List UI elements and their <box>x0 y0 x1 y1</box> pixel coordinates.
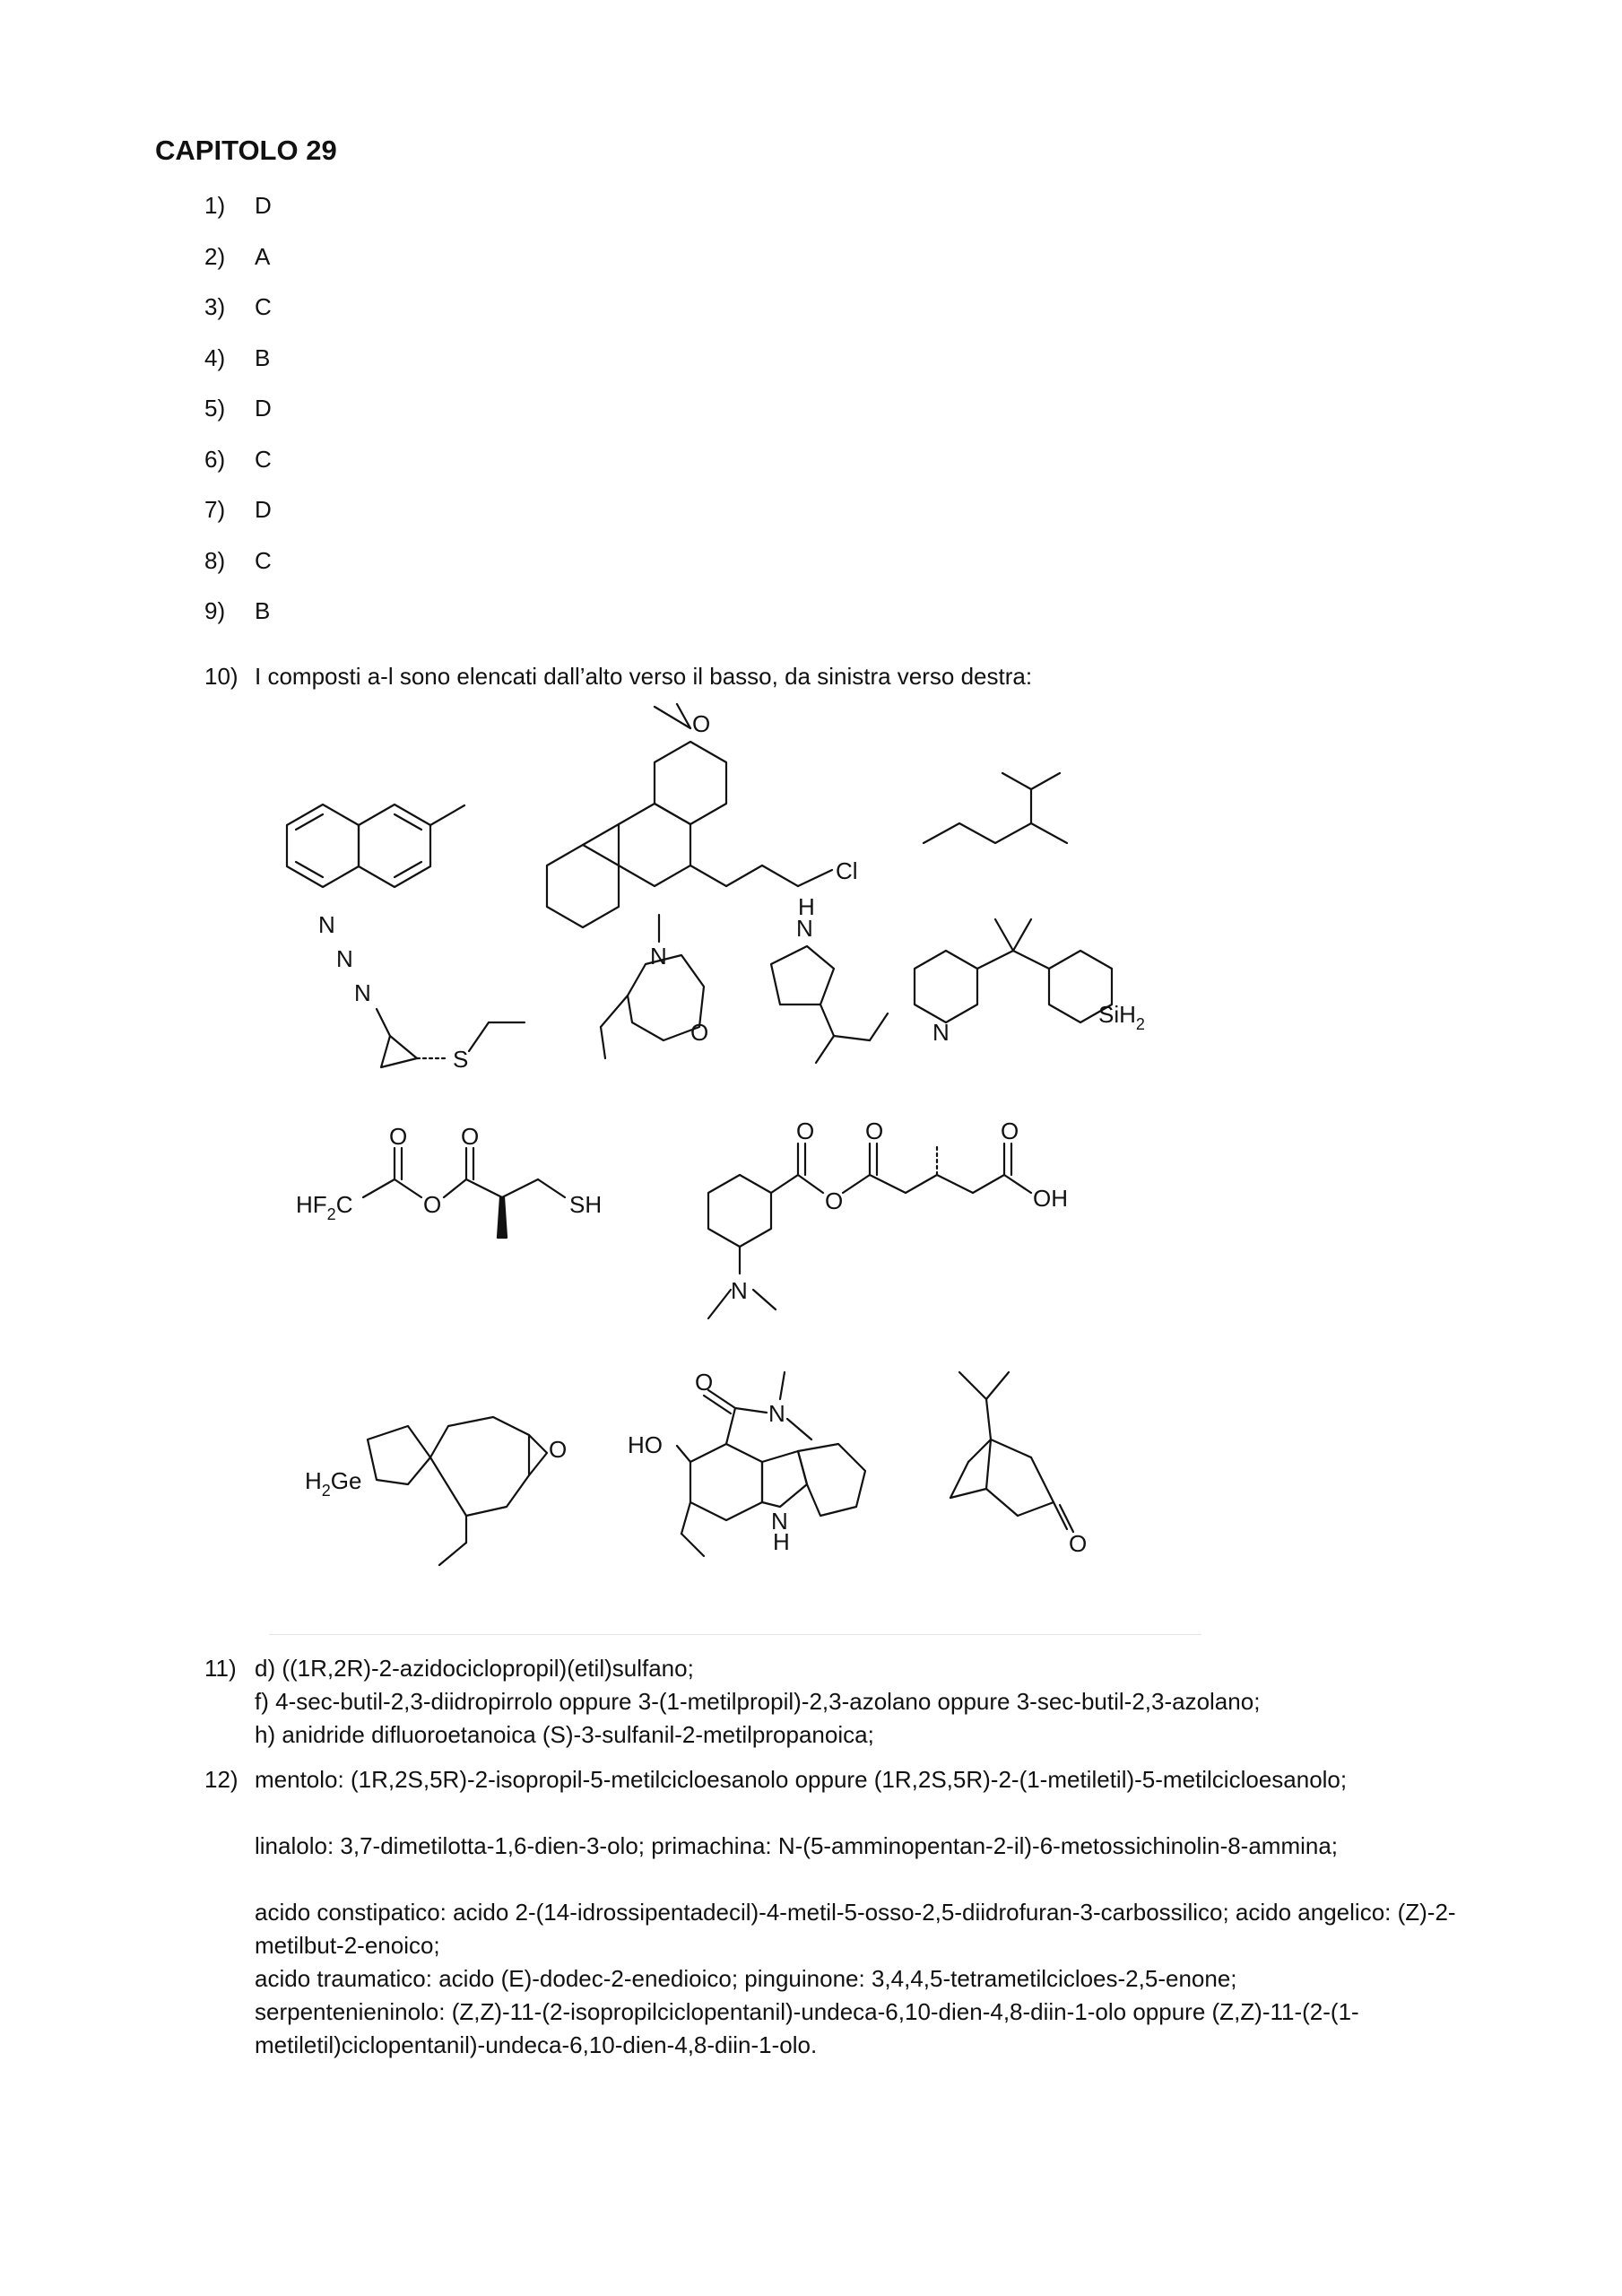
n-label: N <box>771 1508 788 1535</box>
list-item <box>204 293 272 344</box>
n-label: N <box>336 945 353 972</box>
question-body <box>255 1652 1492 1752</box>
structure-h <box>296 1123 602 1238</box>
question-11 <box>204 1652 1492 1752</box>
item-answer: B <box>255 597 271 624</box>
item-answer: A <box>255 242 271 270</box>
n-label: N <box>932 1019 950 1046</box>
item-number: 2) <box>204 242 226 270</box>
n-label: N <box>731 1277 748 1304</box>
h-label: H <box>798 893 815 920</box>
structure-d <box>318 911 525 1073</box>
structures-figure <box>269 691 1219 1632</box>
question-10 <box>204 660 1492 693</box>
oxygen-label: O <box>695 1369 714 1396</box>
structure-f <box>771 893 888 1063</box>
paragraph: serpentenieninolo: (Z,Z)-11-(2-isopropilciclopentanil)-undeca-6,10-dien-4,8-diin-1-olo oppure (Z,Z)-11-(2-(1-metiletil)ciclopentanil)-undeca-6,10-dien-4,8-diin-1-olo. <box>255 1998 1359 2058</box>
list-item <box>204 395 272 446</box>
oxygen-label: O <box>1069 1530 1088 1557</box>
answer-list <box>204 192 272 648</box>
item-answer: C <box>255 445 272 473</box>
chapter-heading: CAPITOLO 29 <box>155 135 337 166</box>
hydroxyl-label: OH <box>1033 1185 1068 1212</box>
n-label: N <box>318 911 335 938</box>
item-answer: D <box>255 192 272 219</box>
hydroxyl-label: HO <box>628 1431 663 1458</box>
item-number: 9) <box>204 597 226 624</box>
question-number: 10) <box>204 663 239 690</box>
paragraph: acido constipatico: acido 2-(14-idrossipentadecil)-4-metil-5-osso-2,5-diidrofuran-3-carbossilico; acido angelico: (Z)-2-metilbut-2-enoico; <box>255 1899 1456 1959</box>
n-label: N <box>650 943 667 970</box>
list-item <box>204 597 272 648</box>
item-number: 4) <box>204 344 226 371</box>
item-number: 7) <box>204 496 226 523</box>
oxygen-label: O <box>1001 1118 1019 1144</box>
oxygen-label: O <box>389 1123 408 1150</box>
answer-line: f) 4-sec-butil-2,3-diidropirrolo oppure 3-(1-metilpropil)-2,3-azolano oppure 3-sec-butil-2,3-azolano; <box>255 1688 1261 1715</box>
answer-line: d) ((1R,2R)-2-azidociclopropil)(etil)sulfano; <box>255 1655 694 1682</box>
h-label: H <box>773 1528 790 1555</box>
list-item <box>204 243 272 294</box>
answer-line: h) anidride difluoroetanoica (S)-3-sulfanil-2-metilpropanoica; <box>255 1721 874 1748</box>
n-label: N <box>768 1400 785 1427</box>
divider <box>269 1634 1201 1635</box>
item-number: 3) <box>204 293 226 320</box>
sulfur-label: S <box>453 1046 469 1073</box>
oxygen-label: O <box>549 1436 568 1463</box>
chlorine-label: Cl <box>836 857 858 884</box>
item-number: 8) <box>204 546 226 574</box>
structure-g <box>915 919 1145 1046</box>
item-number: 6) <box>204 445 226 473</box>
oxygen-label: O <box>692 710 711 737</box>
oxygen-label: O <box>690 1019 709 1046</box>
n-label: N <box>354 979 371 1006</box>
list-item <box>204 446 272 497</box>
item-answer: C <box>255 546 272 574</box>
question-number: 11) <box>204 1655 237 1682</box>
n-label: N <box>796 915 813 942</box>
list-item <box>204 496 272 547</box>
list-item <box>204 547 272 598</box>
structure-a <box>287 804 464 887</box>
list-item <box>204 344 272 396</box>
structure-j <box>305 1417 567 1565</box>
question-body <box>255 1763 1492 2062</box>
oxygen-label: O <box>865 1118 884 1144</box>
paragraph: mentolo: (1R,2S,5R)-2-isopropil-5-metilcicloesanolo oppure (1R,2S,5R)-2-(1-metiletil)-5-metilcicloesanolo; <box>255 1766 1348 1793</box>
silicon-label: SiH$_2$ <box>1098 1001 1145 1033</box>
oxygen-label: O <box>796 1118 815 1144</box>
question-12 <box>204 1763 1492 2062</box>
item-number: 5) <box>204 395 226 422</box>
question-text: I composti a-l sono elencati dall’alto verso il basso, da sinistra verso destra: <box>255 663 1033 690</box>
item-answer: D <box>255 395 272 422</box>
item-number: 1) <box>204 192 226 219</box>
structure-i <box>708 1118 1068 1318</box>
hf2c-label: $HF_2C$ <box>296 1191 353 1223</box>
list-item <box>204 192 272 243</box>
structure-k <box>628 1369 865 1556</box>
oxygen-label: O <box>461 1123 480 1150</box>
structure-c <box>924 773 1067 843</box>
item-answer: C <box>255 293 272 320</box>
structure-l <box>950 1372 1087 1557</box>
paragraph: acido traumatico: acido (E)-dodec-2-enedioico; pinguinone: 3,4,4,5-tetrametilcicloes-2,5-enone; <box>255 1965 1237 1992</box>
thiol-label: SH <box>569 1191 603 1218</box>
item-answer: D <box>255 496 272 523</box>
paragraph: linalolo: 3,7-dimetilotta-1,6-dien-3-olo; primachina: N-(5-amminopentan-2-il)-6-metossichinolin-8-ammina; <box>255 1832 1339 1859</box>
structure-e <box>601 915 708 1058</box>
item-answer: B <box>255 344 271 371</box>
germanium-label: $H_2Ge$ <box>305 1467 362 1500</box>
question-number: 12) <box>204 1766 239 1793</box>
oxygen-label: O <box>825 1187 844 1214</box>
oxygen-label: O <box>423 1191 442 1218</box>
